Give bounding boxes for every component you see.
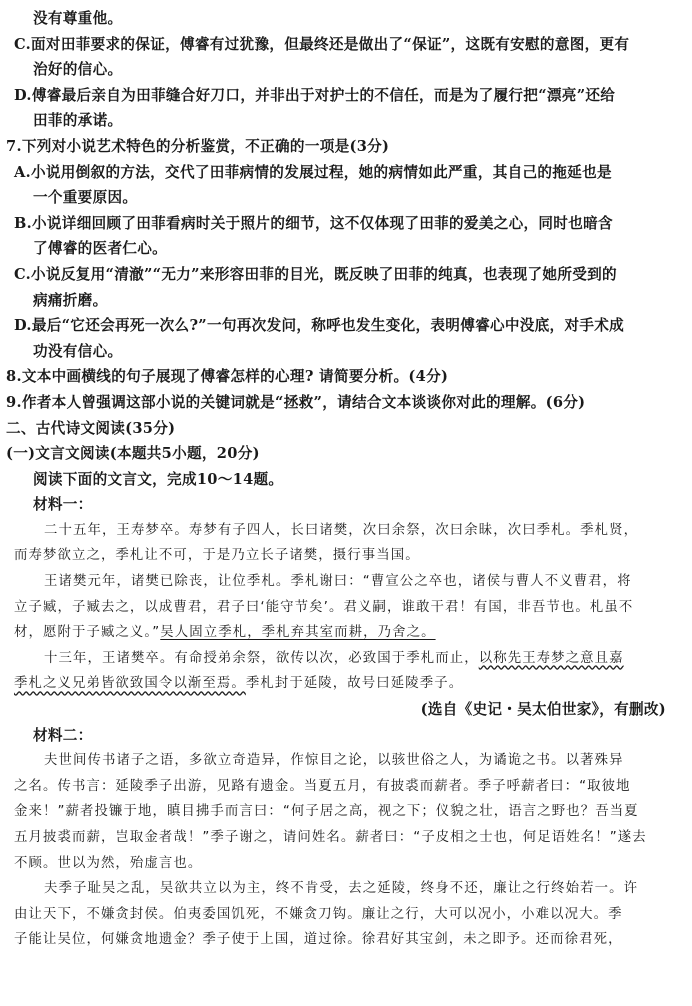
instruction: 阅读下面的文言文，完成10～14题。: [33, 470, 284, 488]
passage-line: [14, 671, 672, 697]
text-line: 治好的信心。: [33, 61, 123, 79]
source-citation: (选自《史记・吴太伯世家》，有删改): [420, 701, 666, 719]
material-1-label: 材料一：: [33, 496, 93, 514]
passage-line: [14, 620, 672, 646]
option-c-q7: C.小说反复用“清澈”“无力”来形容田菲的目光，既反映了田菲的纯真，也表现了她所受到的: [14, 265, 617, 283]
underlined-sentence: 吴人固立季札，季札弃其室而耕，乃舍之。: [160, 625, 436, 641]
text-line: 功没有信心。: [33, 342, 123, 360]
passage-line: 子能让吴位，何嫌贪地遗金？季子使于上国，道过徐。徐君好其宝剑，未之即予。还而徐君死，: [14, 932, 623, 948]
section-heading: 二、古代诗文阅读(35分): [6, 419, 176, 437]
passage-line: 二十五年，王寿梦卒。寿梦有子四人，长曰诸樊，次曰余祭，次曰余昧，次曰季札。季札贤，: [44, 522, 639, 538]
passage-line: 之名。传书言：延陵季子出游，见路有遗金。当夏五月，有披裘而薪者。季子呼薪者曰：“取彼地: [14, 778, 631, 794]
passage-line: 而寿梦欲立之，季札让不可，于是乃立长子诸樊，摄行事当国。: [14, 548, 420, 564]
option-b-q7: B.小说详细回顾了田菲看病时关于照片的细节，这不仅体现了田菲的爱美之心，同时也暗含: [14, 214, 613, 232]
material-2-label: 材料二：: [33, 726, 93, 744]
text-line: 了傅睿的医者仁心。: [33, 240, 168, 258]
wavy-underlined-text: 以称先王寿梦之意且嘉: [478, 650, 624, 666]
option-d-q6: D.傅睿最后亲自为田菲缝合好刀口，并非出于对护士的不信任，而是为了履行把“漂亮”还给: [14, 86, 616, 104]
passage-text: 季札封于延陵，故号曰延陵季子。: [245, 676, 464, 692]
passage-line: 不顾。世以为然，殆虚言也。: [14, 855, 203, 871]
passage-line: 立子臧，子臧去之，以成曹君，君子曰‘能守节矣’。君义嗣，谁敢干君！有国，非吾节也。札虽不: [14, 599, 634, 615]
passage-line: 王诸樊元年，诸樊已除丧，让位季札。季札谢曰：“曹宣公之卒也，诸侯与曹人不义曹君，将: [44, 574, 632, 590]
text-line: 没有尊重他。: [33, 10, 123, 27]
text-line: 病痛折磨。: [33, 291, 108, 309]
subsection-heading: (一)文言文阅读(本题共5小题，20分): [6, 445, 260, 463]
question-8: 8.文本中画横线的句子展现了傅睿怎样的心理? 请简要分析。(4分): [6, 368, 449, 386]
question-7: 7.下列对小说艺术特色的分析鉴赏，不正确的一项是(3分): [6, 137, 390, 155]
passage-line: [14, 646, 672, 672]
text-line: 一个重要原因。: [33, 189, 138, 207]
passage-text: 十三年，王诸樊卒。有命授弟余祭，欲传以次，必致国于季札而止，: [44, 650, 479, 666]
passage-line: 金来！”薪者投镰于地，瞋目拂手而言曰：“何子居之高，视之下；仪貌之壮，语言之野也？吾当夏: [14, 804, 639, 820]
question-9: 9.作者本人曾强调这部小说的关键词就是“拯救”，请结合文本谈谈你对此的理解。(6分): [6, 393, 586, 411]
passage-line: 五月披裘而薪，岂取金者哉！”季子谢之，请问姓名。薪者曰：“子皮相之士也，何足语姓名！”遂去: [14, 830, 647, 845]
option-c-q6: C.面对田菲要求的保证，傅睿有过犹豫，但最终还是做出了“保证”，这既有安慰的意图，更有: [14, 35, 630, 53]
passage-line: 夫世间传书诸子之语，多欲立奇造异，作惊目之论，以骇世俗之人，为谲诡之书。以著殊异: [44, 753, 624, 769]
option-a-q7: A.小说用倒叙的方法，交代了田菲病情的发展过程，她的病情如此严重，其自己的拖延也是: [14, 163, 612, 181]
passage-line: 由让天下，不嫌贪封侯。伯夷委国饥死，不嫌贪刀钩。廉让之行，大可以况小，小难以况大。季: [14, 906, 623, 922]
option-d-q7: D.最后“它还会再死一次么?”一句再次发问，称呼也发生变化，表明傅睿心中没底，对手术成: [14, 317, 625, 335]
passage-line: 夫季子耻吴之乱，吴欲共立以为主，终不肯受，去之延陵，终身不还，廉让之行终始若一。许: [44, 881, 639, 897]
text-line: 田菲的承诺。: [33, 112, 123, 130]
passage-text: 材，愿附于子臧之义。”: [14, 625, 161, 641]
wavy-underlined-text: 季札之义兄弟皆欲致国令以渐至焉。: [14, 676, 246, 692]
